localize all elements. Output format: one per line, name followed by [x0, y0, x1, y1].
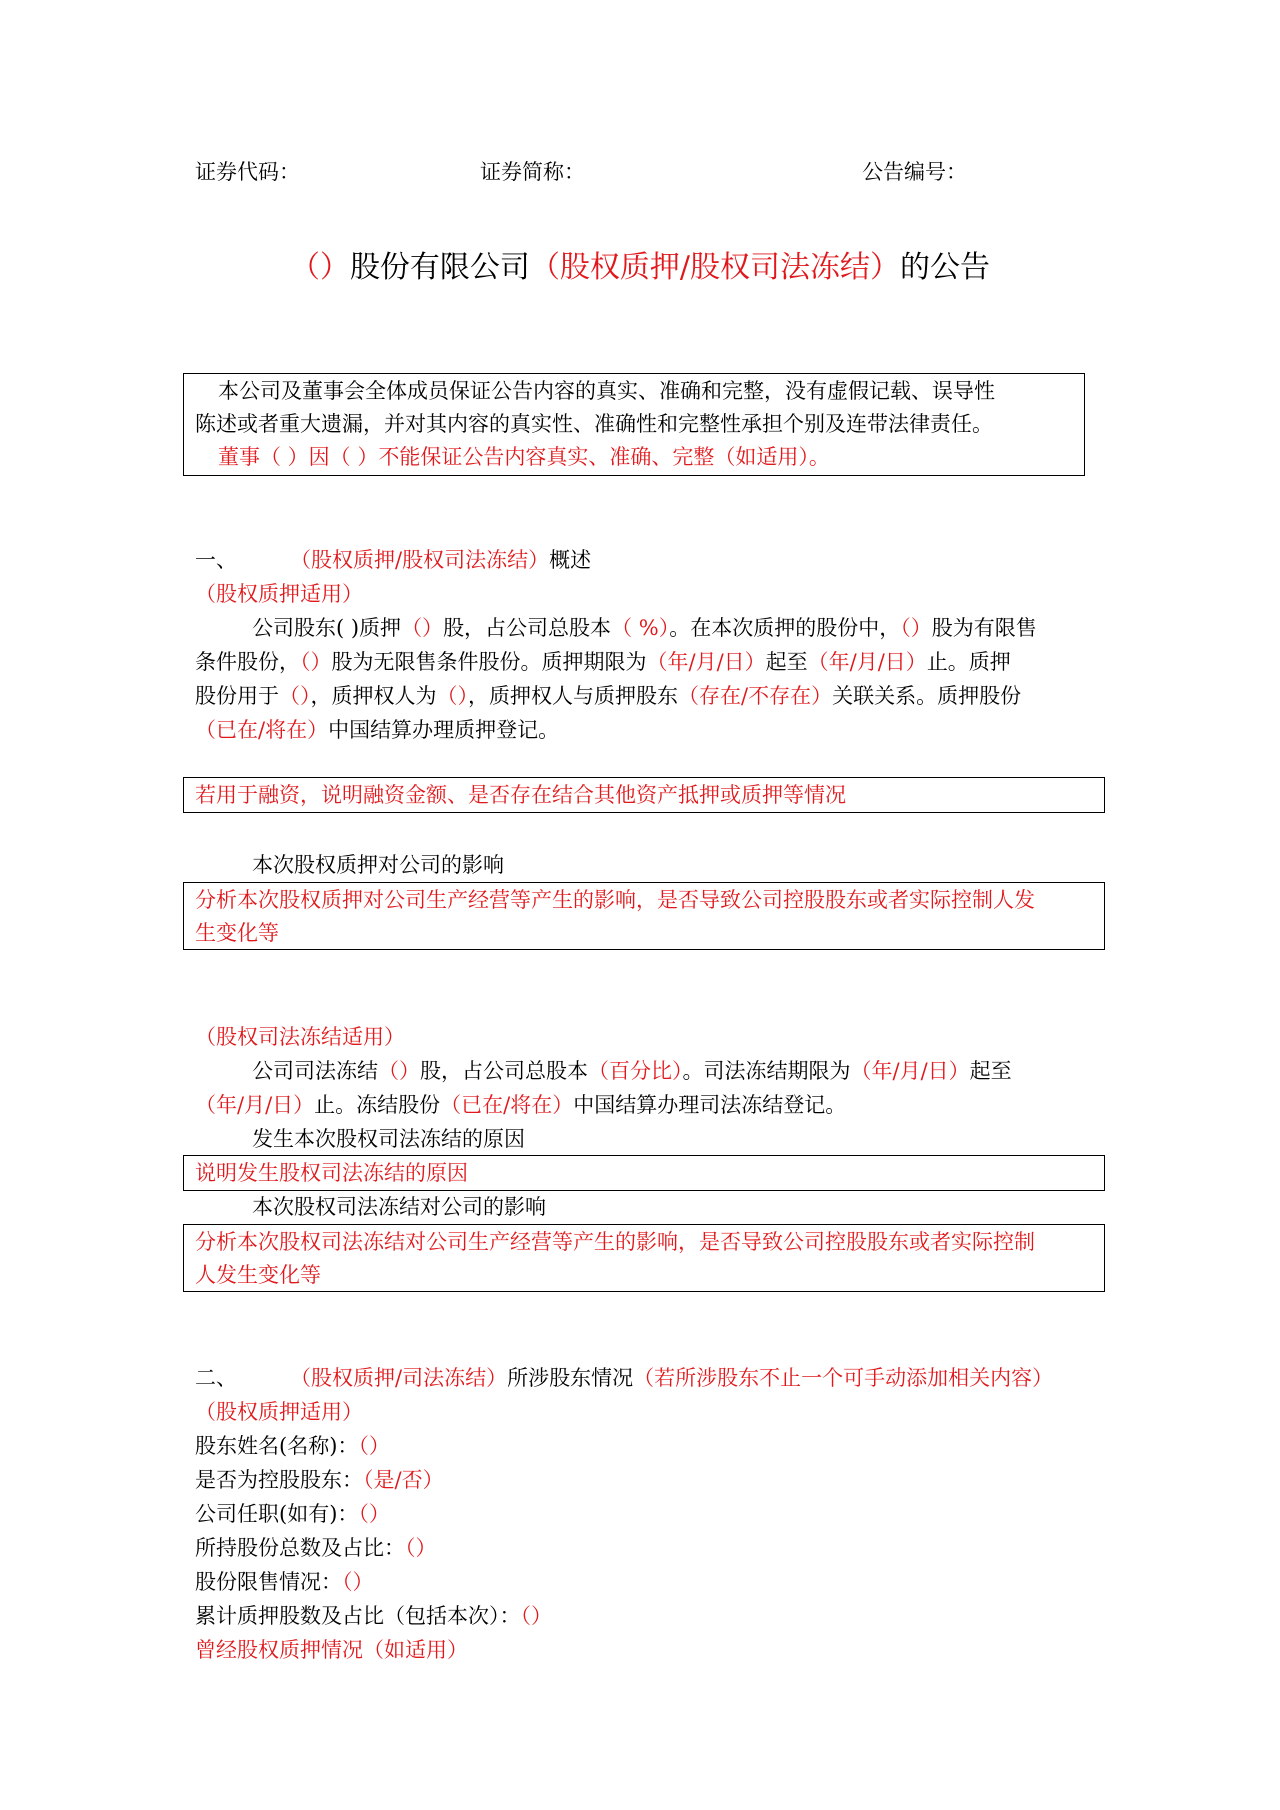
- field-label: 是否为控股股东：: [195, 1468, 363, 1492]
- freeze-reason-text: 说明发生股权司法冻结的原因: [195, 1161, 468, 1185]
- freeze-paragraph-line-2: [195, 1088, 846, 1122]
- freeze-reason-label: 发生本次股权司法冻结的原因: [252, 1127, 525, 1151]
- placeholder-text: （）: [401, 616, 444, 640]
- title-placeholder: （）: [289, 250, 350, 285]
- field-label: 所持股份总数及占比：: [195, 1536, 405, 1560]
- placeholder-text: （）: [436, 684, 468, 708]
- field-value: （）: [358, 1502, 390, 1526]
- field-label: 股份限售情况：: [195, 1570, 342, 1594]
- freeze-impact-label: 本次股权司法冻结对公司的影响: [252, 1195, 546, 1219]
- field-controlling-shareholder: [195, 1463, 444, 1497]
- body-text: 股为无限售条件股份。质押期限为: [331, 650, 647, 674]
- section-2-number: 二、: [195, 1366, 237, 1390]
- body-text: 条件股份，: [195, 650, 300, 674]
- field-label: 股东姓名(名称)：: [195, 1434, 359, 1458]
- section-2-heading-black: 所涉股东情况: [507, 1366, 634, 1390]
- placeholder-text: （）: [300, 650, 332, 674]
- section-1-heading-red: （股权质押/股权司法冻结）: [290, 548, 550, 572]
- field-company-position: [195, 1497, 390, 1531]
- body-text: 股，占公司总股本: [443, 616, 612, 640]
- field-value: （是/否）: [363, 1468, 444, 1492]
- field-value: （）: [342, 1570, 374, 1594]
- body-text: 公司股东( )质押: [252, 616, 402, 640]
- title-suffix: 的公告: [900, 250, 991, 285]
- body-text: 止。冻结股份: [314, 1093, 441, 1117]
- body-text: ，质押权人与质押股东: [468, 684, 678, 708]
- pledge-impact-text-2: 生变化等: [195, 921, 279, 945]
- pledge-impact-label: 本次股权质押对公司的影响: [252, 853, 504, 877]
- declaration-line-2: 陈述或者重大遗漏，并对其内容的真实性、准确性和完整性承担个别及连带法律责任。: [195, 412, 993, 436]
- placeholder-text: （）: [279, 684, 311, 708]
- body-text: 关联关系。质押股份: [832, 684, 1022, 708]
- placeholder-text: （存在/不存在）: [678, 684, 833, 708]
- body-text: 止。质押: [926, 650, 1011, 674]
- page-title: [0, 248, 1280, 288]
- body-text: 起至: [969, 1059, 1012, 1083]
- body-text: 股，占公司总股本: [420, 1059, 588, 1083]
- security-code-label: 证券代码：: [195, 160, 300, 184]
- section-1-heading: [290, 543, 591, 577]
- pledge-paragraph-line-1: [252, 611, 1037, 645]
- placeholder-text: （百分比）: [588, 1059, 683, 1083]
- field-total-shares: [195, 1531, 437, 1565]
- body-text: 。司法冻结期限为: [682, 1059, 851, 1083]
- pledge-history-label: 曾经股权质押情况（如适用）: [195, 1638, 468, 1662]
- body-text: 股份用于: [195, 684, 279, 708]
- placeholder-text: （）: [378, 1059, 420, 1083]
- security-abbr-label: 证券简称：: [480, 160, 585, 184]
- body-text: 中国结算办理质押登记。: [328, 718, 560, 742]
- declaration-line-1: 本公司及董事会全体成员保证公告内容的真实、准确和完整，没有虚假记载、误导性: [218, 379, 995, 403]
- body-text: 中国结算办理司法冻结登记。: [573, 1093, 847, 1117]
- declaration-line-3: 董事（ ）因（ ）不能保证公告内容真实、准确、完整（如适用）。: [218, 445, 830, 469]
- pledge-paragraph-line-3: [195, 679, 1021, 713]
- freeze-paragraph-line-1: [252, 1054, 1012, 1088]
- pledge-applicable-label: （股权质押适用）: [195, 582, 363, 606]
- field-value: （）: [520, 1604, 552, 1628]
- pledge-paragraph-line-2: [195, 645, 1011, 679]
- title-type: （股权质押/股权司法冻结）: [529, 250, 901, 285]
- section-2-heading: [290, 1361, 1053, 1395]
- financing-box-text: 若用于融资，说明融资金额、是否存在结合其他资产抵押或质押等情况: [195, 783, 846, 807]
- body-text: ，质押权人为: [310, 684, 437, 708]
- notice-number-label: 公告编号：: [862, 160, 967, 184]
- placeholder-text: （已在/将在）: [440, 1093, 574, 1117]
- pledge-paragraph-line-4: [195, 713, 559, 747]
- field-label: 公司任职(如有)：: [195, 1502, 359, 1526]
- field-label: 累计质押股数及占比（包括本次）：: [195, 1604, 521, 1628]
- freeze-impact-text-2: 人发生变化等: [195, 1263, 321, 1287]
- placeholder-text: （ %）: [611, 616, 670, 640]
- placeholder-text: （）: [900, 616, 932, 640]
- field-shareholder-name: [195, 1429, 390, 1463]
- placeholder-text: （年/月/日）: [807, 650, 927, 674]
- section-1-heading-black: 概述: [549, 548, 592, 572]
- section-2-pledge-applicable: （股权质押适用）: [195, 1400, 363, 1424]
- pledge-impact-text-1: 分析本次股权质押对公司生产经营等产生的影响，是否导致公司控股股东或者实际控制人发: [195, 888, 1035, 912]
- placeholder-text: （已在/将在）: [195, 718, 329, 742]
- title-company: 股份有限公司: [349, 250, 530, 285]
- section-1-number: 一、: [195, 548, 237, 572]
- body-text: 公司司法冻结: [252, 1059, 378, 1083]
- field-value: （）: [405, 1536, 437, 1560]
- field-restricted-shares: [195, 1565, 374, 1599]
- field-cumulative-pledge: [195, 1599, 552, 1633]
- placeholder-text: （年/月/日）: [195, 1093, 315, 1117]
- freeze-impact-text-1: 分析本次股权司法冻结对公司生产经营等产生的影响，是否导致公司控股股东或者实际控制: [195, 1230, 1035, 1254]
- placeholder-text: （年/月/日）: [646, 650, 766, 674]
- field-value: （）: [358, 1434, 390, 1458]
- body-text: 。在本次质押的股份中，: [669, 616, 901, 640]
- section-2-heading-note: （若所涉股东不止一个可手动添加相关内容）: [633, 1366, 1054, 1390]
- placeholder-text: （年/月/日）: [850, 1059, 970, 1083]
- body-text: 股为有限售: [931, 616, 1037, 640]
- section-2-heading-red: （股权质押/司法冻结）: [290, 1366, 508, 1390]
- body-text: 起至: [765, 650, 808, 674]
- freeze-applicable-label: （股权司法冻结适用）: [195, 1025, 405, 1049]
